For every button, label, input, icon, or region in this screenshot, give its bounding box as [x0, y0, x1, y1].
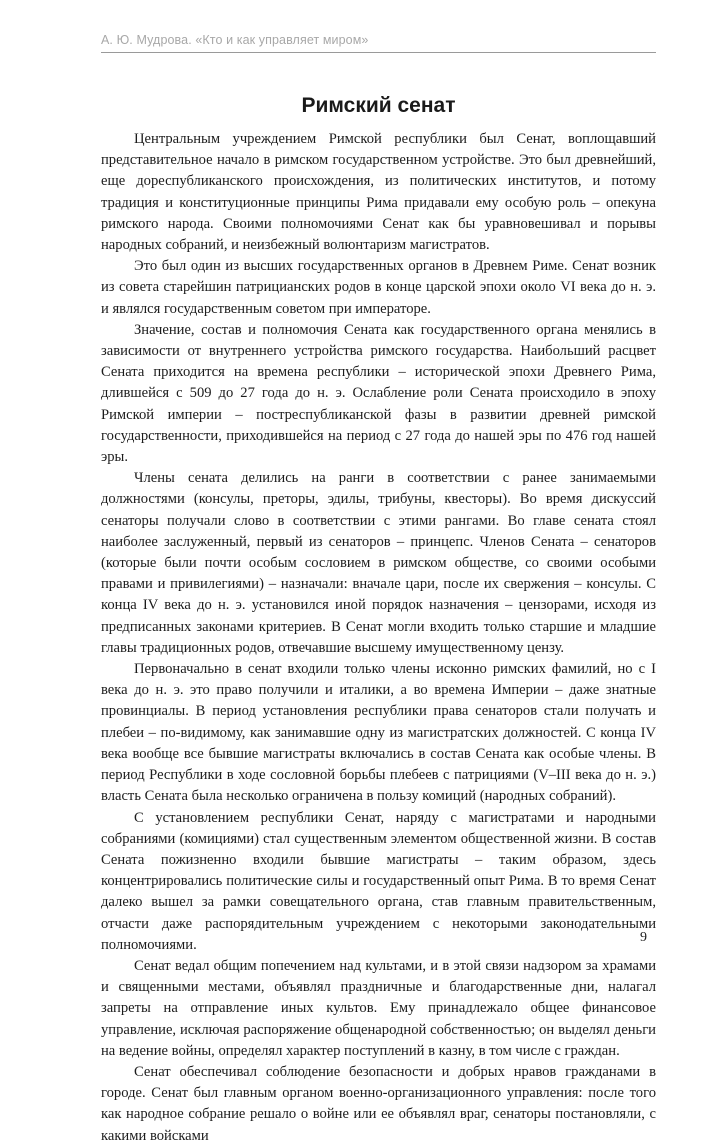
paragraph: Значение, состав и полномочия Сената как государственного органа менялись в зависимости от внутреннего устройства римского государства. Наибольший расцвет Сената приходится на времена республики – исторической эпохи Древнего Рима, длившейся с 509 до 27 года до н. э. Ослабление роли Сената происходило в эпоху Римской империи – постреспубликанской фазы в развитии древней римской государственности, приходившейся на период с 27 года до нашей эры по 476 год нашей эры.	[101, 321, 656, 466]
paragraph: Это был один из высших государственных органов в Древнем Риме. Сенат возник из совета старейшин патрицианских родов в конце царской эпохи около VI века до н. э. и являлся государственным советом при императоре.	[101, 258, 656, 317]
running-header: А. Ю. Мудрова. «Кто и как управляет миром»	[101, 33, 369, 47]
paragraph: С установлением республики Сенат, наряду с магистратами и народными собраниями (комициями) стал существенным элементом общественной жизни. В состав Сената пожизненно входили бывшие магистраты – таким образом, здесь концентрировались политические силы и государственный опыт Рима. В то время Сенат далеко вышел за рамки совещательного органа, став главным правительственным, отчасти даже распорядительным учреждением с некоторыми законодательными полномочиями.	[101, 809, 656, 953]
paragraph: Центральным учреждением Римской республики был Сенат, воплощавший представительное начало в римском государственном устройстве. Это был древнейший, еще дореспубликанского происхождения, из политических институтов, и потому традиция и конституционные принципы Рима придавали ему особую роль – опекуна римского народа. Своими полномочиями Сенат как бы уравновешивал и порывы народных собраний, и неизбежный волюнтаризм магистратов.	[101, 131, 656, 254]
page-title: Римский сенат	[301, 94, 456, 117]
paragraph: Сенат обеспечивал соблюдение безопасности и добрых нравов гражданами в городе. Сенат был главным органом военно-организационного управления: после того как народное собрание решало о войне или ее объявлял враг, сенаторы постановляли, с какими войсками	[101, 1063, 656, 1144]
header-divider	[101, 52, 656, 53]
paragraph: Первоначально в сенат входили только члены исконно римских фамилий, но с I века до н. э. это право получили и италики, а во времена Империи – даже знатные провинциалы. В период установления республики права сенаторов стали получать и плебеи – по-видимому, как занимавшие одну из магистратских должностей. С конца IV века вообще все бывшие магистраты включались в состав Сената как особые члены. В период Республики в ходе сословной борьбы плебеев с патрициями (V–III века до н. э.) власть Сената была несколько ограничена в пользу комиций (народных собраний).	[101, 661, 656, 805]
page-number: 9	[640, 930, 647, 945]
paragraph: Сенат ведал общим попечением над культами, и в этой связи надзором за храмами и священными местами, объявлял праздничные и благодарственные дни, налагал запреты на отправление иных культов. Ему принадлежало общее финансовое управление, исключая распоряжение общенародной собственностью; он выделял деньги на ведение войны, определял характер поступлений в казну, в том числе с граждан.	[101, 957, 656, 1059]
article-body	[101, 129, 656, 1147]
paragraph: Члены сената делились на ранги в соответствии с ранее занимаемыми должностями (консулы, преторы, эдилы, трибуны, квесторы). Во время дискуссий сенаторы получали слово в соответствии с этими рангами. Во главе сената стоял наиболее заслуженный, первый из сенаторов – принцепс. Членов Сената – сенаторов (которые были почти особым сословием в римском обществе, со своими особыми правами и привилегиями) – назначали: вначале цари, после их свержения – консулы. С конца IV века до н. э. установился иной порядок назначения – цензорами, исходя из предписанных законами критериев. В Сенат могли входить только старшие и младшие главы традиционных родов, отвечавшие высшему имущественному цензу.	[101, 470, 656, 656]
